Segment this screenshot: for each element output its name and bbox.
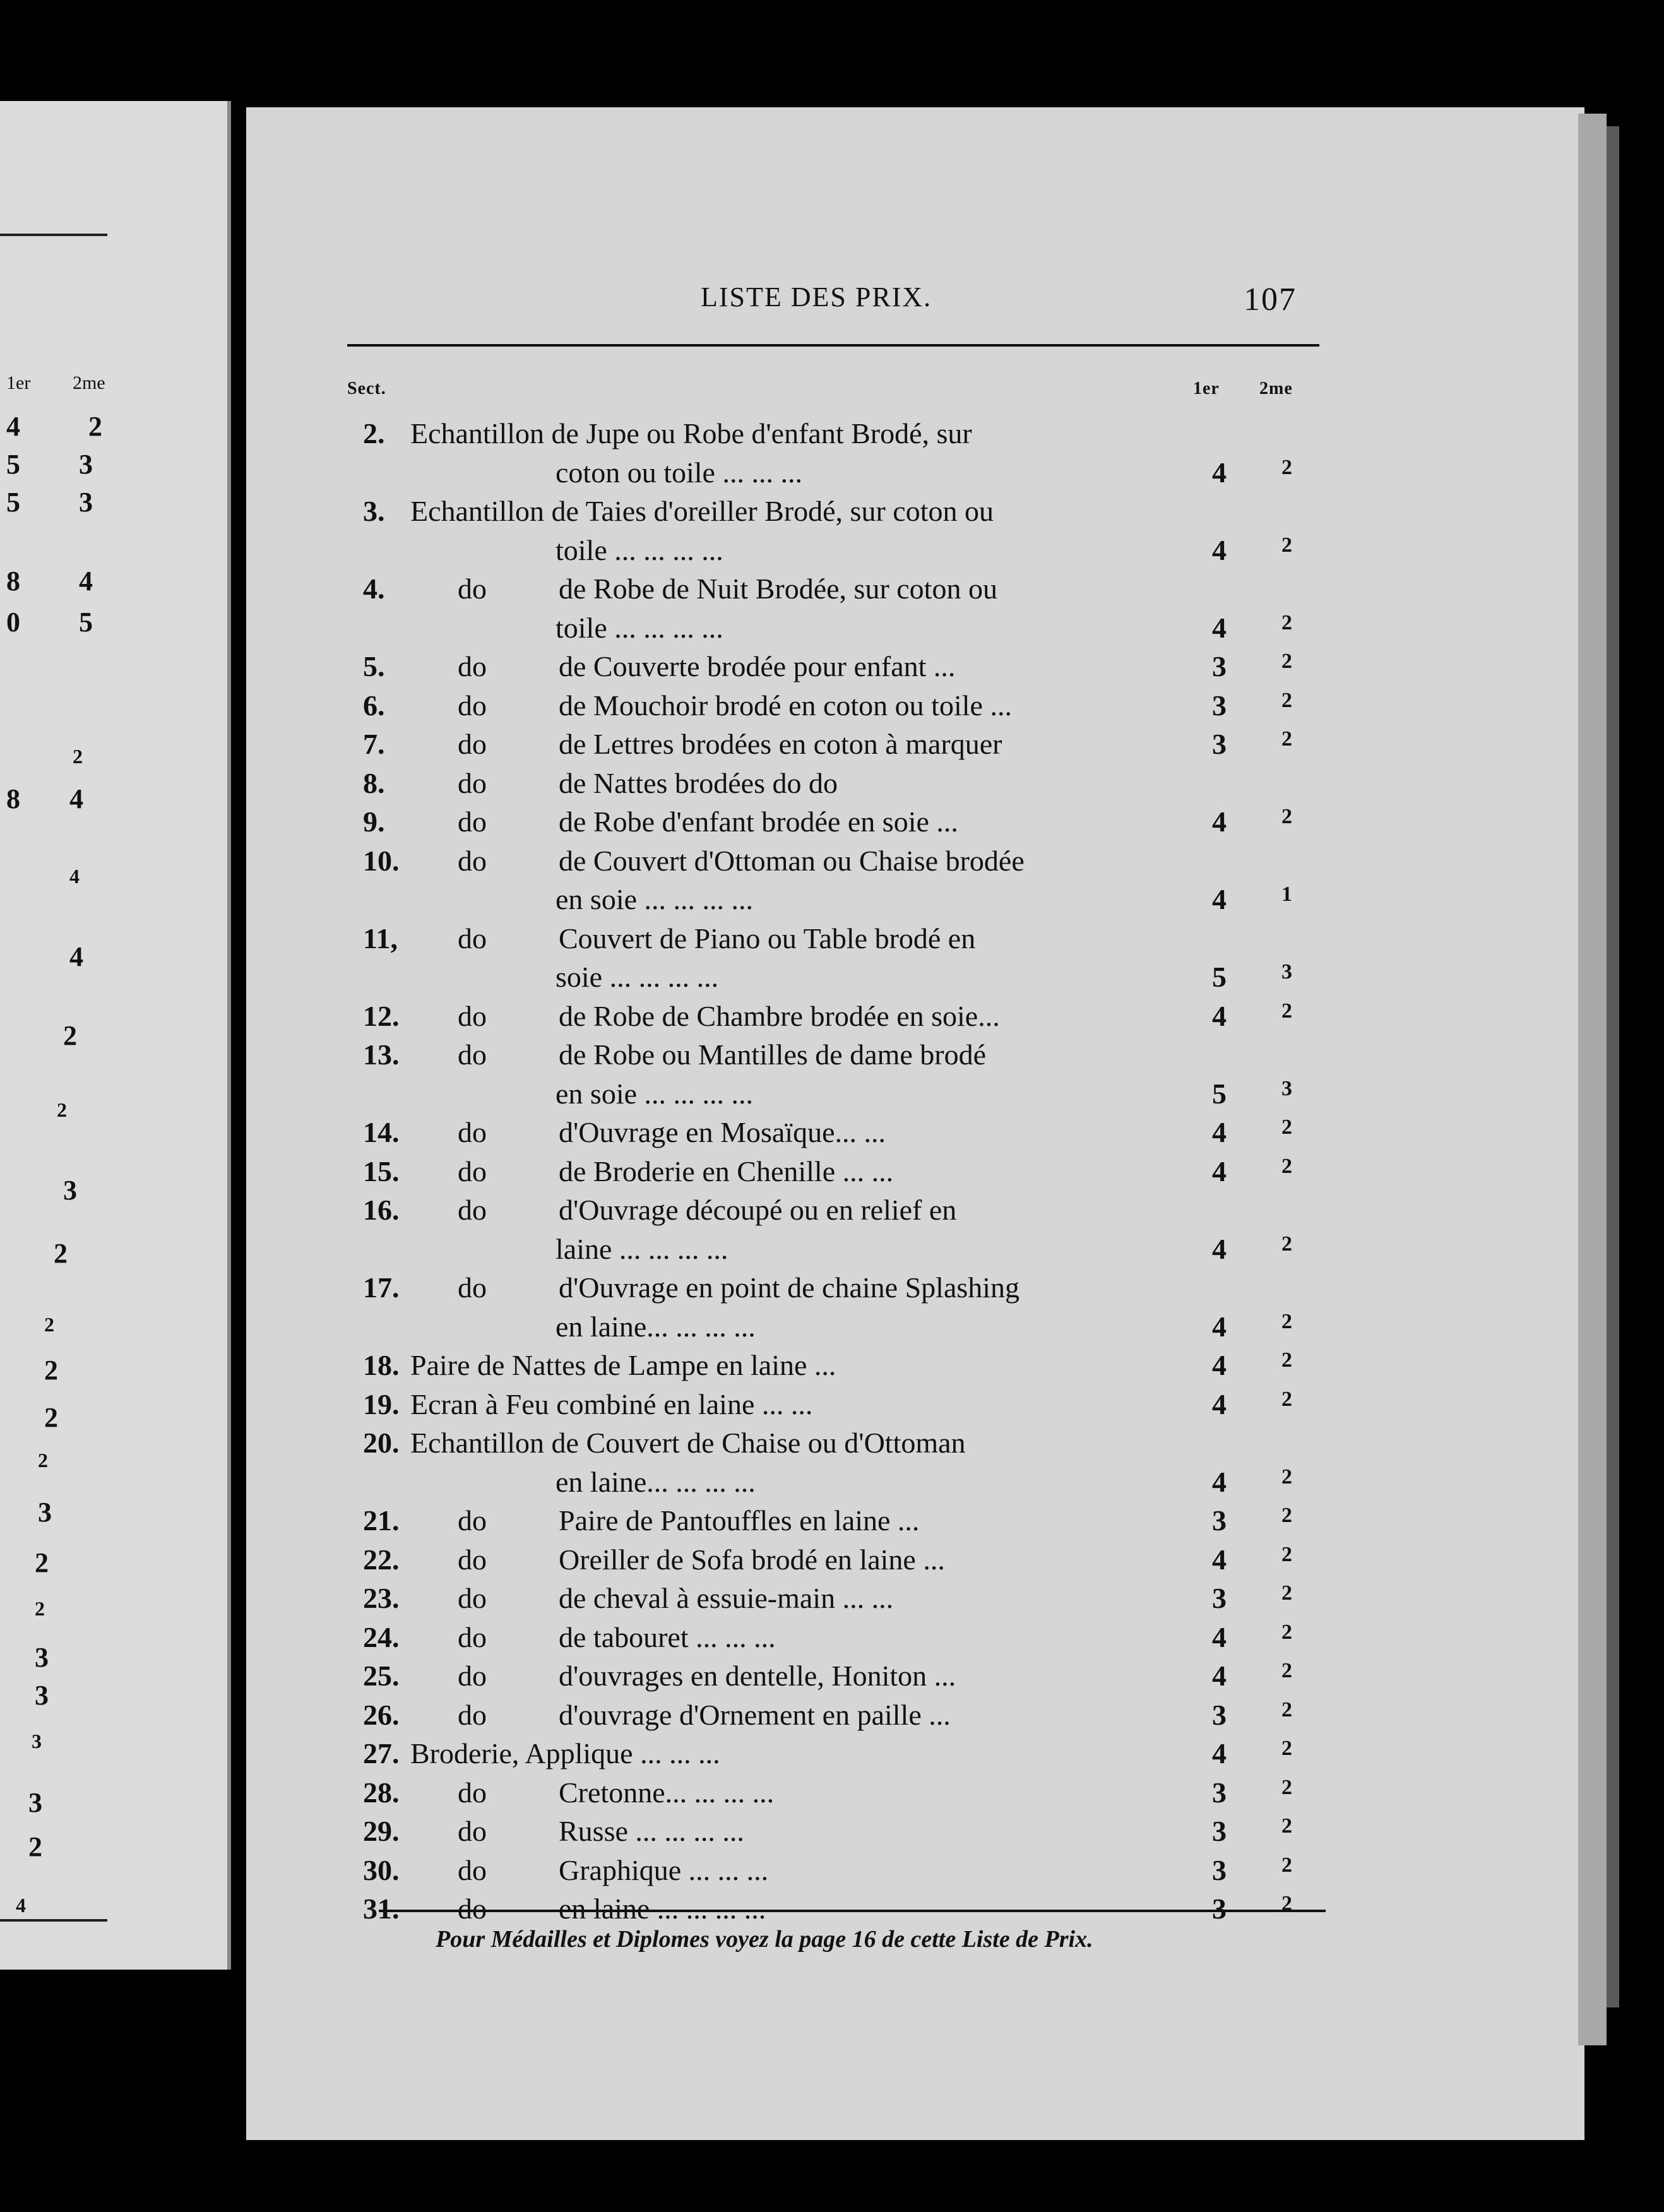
prize-first: 4: [1212, 1116, 1227, 1148]
ditto-mark: do: [458, 1582, 487, 1614]
prize-second: 2: [1281, 1659, 1292, 1682]
prize-second: 2: [1281, 1581, 1292, 1605]
table-row: [0, 417, 1664, 456]
table-row: [0, 922, 1664, 961]
col-head-second: 2me: [1259, 379, 1293, 398]
ditto-mark: do: [458, 1116, 487, 1148]
prize-first: 4: [1212, 1660, 1227, 1692]
left-page-number: 2: [73, 745, 83, 768]
section-number: 4.: [363, 573, 385, 605]
ditto-mark: do: [458, 1815, 487, 1847]
table-row: [0, 1814, 1664, 1853]
header-rule: [347, 344, 1319, 347]
item-text: d'Ouvrage en point de chaine Splashing: [559, 1271, 1020, 1304]
prize-first: 4: [1212, 612, 1227, 644]
ditto-mark: do: [458, 1621, 487, 1653]
table-row: [0, 611, 1664, 650]
section-number: 2.: [363, 417, 385, 449]
table-row: [0, 650, 1664, 689]
ditto-mark: do: [458, 1543, 487, 1576]
section-number: 22.: [363, 1543, 400, 1576]
item-text: Graphique ... ... ...: [559, 1854, 769, 1886]
section-number: 26.: [363, 1699, 400, 1731]
prize-second: 2: [1281, 1892, 1292, 1915]
section-number: 9.: [363, 806, 385, 838]
item-text: de Mouchoir brodé en coton ou toile ...: [559, 689, 1012, 722]
prize-first: 4: [1212, 1737, 1227, 1769]
item-text: Echantillon de Couvert de Chaise ou d'Ottoman: [410, 1427, 966, 1459]
prize-second: 2: [1281, 611, 1292, 634]
item-text: Paire de Nattes de Lampe en laine ...: [410, 1349, 836, 1381]
table-row: [0, 1155, 1664, 1194]
item-text: de Robe de Chambre brodée en soie...: [559, 1000, 1000, 1032]
left-page-number: 4: [79, 566, 93, 597]
left-page-number: 3: [63, 1175, 77, 1206]
footer-rule: [379, 1910, 1326, 1912]
item-text: soie ... ... ... ...: [556, 961, 719, 993]
section-number: 11,: [363, 922, 398, 954]
prize-second: 2: [1281, 456, 1292, 479]
prize-first: 4: [1212, 1233, 1227, 1265]
table-row: [0, 766, 1664, 806]
table-row: [0, 1776, 1664, 1815]
prize-first: 4: [1212, 1000, 1227, 1032]
left-page-number: 3: [28, 1787, 42, 1818]
table-row: [0, 805, 1664, 844]
item-text: de Robe de Nuit Brodée, sur coton ou: [559, 573, 997, 605]
prize-first: 3: [1212, 1893, 1227, 1925]
section-number: 7.: [363, 728, 385, 760]
table-row: [0, 456, 1664, 495]
left-page-number: 8: [6, 783, 20, 814]
left-page-number: 3: [79, 487, 93, 518]
left-page-number: 4: [16, 1894, 26, 1917]
item-text: toile ... ... ... ...: [556, 534, 723, 566]
item-text: en laine... ... ... ...: [556, 1466, 756, 1498]
prize-second: 2: [1281, 999, 1292, 1023]
section-number: 12.: [363, 1000, 400, 1032]
ditto-mark: do: [458, 845, 487, 877]
table-row: [0, 1193, 1664, 1232]
item-text: de Couverte brodée pour enfant ...: [559, 650, 956, 682]
item-text: de tabouret ... ... ...: [559, 1621, 776, 1653]
left-page-number: 2: [54, 1238, 68, 1269]
prize-first: 4: [1212, 1466, 1227, 1498]
ditto-mark: do: [458, 573, 487, 605]
left-page-number: 5: [79, 607, 93, 638]
item-text: Oreiller de Sofa brodé en laine ...: [559, 1543, 945, 1576]
table-row: [0, 1348, 1664, 1388]
page-title: LISTE DES PRIX.: [701, 282, 932, 312]
left-page-number: 4: [69, 783, 83, 814]
section-number: 6.: [363, 689, 385, 722]
table-row: [0, 1543, 1664, 1582]
table-row: [0, 1465, 1664, 1504]
table-row: [0, 1038, 1664, 1077]
table-row: [0, 1581, 1664, 1620]
table-row: [0, 1504, 1664, 1543]
left-page-number: 2: [35, 1547, 49, 1578]
prize-first: 4: [1212, 1155, 1227, 1187]
table-row: [0, 1853, 1664, 1893]
left-page-number: 2: [44, 1355, 58, 1386]
section-number: 16.: [363, 1194, 400, 1226]
item-text: Paire de Pantouffles en laine ...: [559, 1504, 920, 1537]
section-number: 14.: [363, 1116, 400, 1148]
table-row: [0, 494, 1664, 533]
item-text: d'ouvrage d'Ornement en paille ...: [559, 1699, 951, 1731]
left-page-number: 4: [6, 411, 20, 442]
item-text: d'Ouvrage en Mosaïque... ...: [559, 1116, 886, 1148]
left-page-number: 2: [57, 1098, 67, 1121]
section-number: 17.: [363, 1271, 400, 1304]
prize-first: 3: [1212, 1699, 1227, 1731]
table-row: [0, 1232, 1664, 1271]
prize-second: 2: [1281, 689, 1292, 712]
prize-first: 5: [1212, 1078, 1227, 1110]
left-page-number: 2: [63, 1020, 77, 1051]
prize-second: 2: [1281, 1853, 1292, 1877]
prize-second: 2: [1281, 1310, 1292, 1333]
ditto-mark: do: [458, 1776, 487, 1809]
col-head-first: 1er: [1193, 379, 1220, 398]
page-number: 107: [1244, 282, 1297, 318]
prize-second: 2: [1281, 1737, 1292, 1760]
prize-second: 2: [1281, 1620, 1292, 1644]
prize-second: 2: [1281, 1698, 1292, 1721]
item-text: en soie ... ... ... ...: [556, 1078, 754, 1110]
prize-second: 2: [1281, 1814, 1292, 1838]
ditto-mark: do: [458, 1038, 487, 1071]
section-number: 13.: [363, 1038, 400, 1071]
table-row: [0, 1271, 1664, 1310]
ditto-mark: do: [458, 1504, 487, 1537]
prize-first: 4: [1212, 1349, 1227, 1381]
item-text: de cheval à essuie-main ... ...: [559, 1582, 894, 1614]
item-text: coton ou toile ... ... ...: [556, 456, 802, 489]
prize-first: 4: [1212, 1311, 1227, 1343]
left-page-number: 0: [6, 607, 20, 638]
section-number: 15.: [363, 1155, 400, 1187]
section-number: 18.: [363, 1349, 400, 1381]
item-text: toile ... ... ... ...: [556, 612, 723, 644]
prize-first: 3: [1212, 728, 1227, 760]
left-page-number: 3: [35, 1680, 49, 1711]
table-row: [0, 844, 1664, 883]
prize-second: 2: [1281, 1388, 1292, 1411]
prize-second: 2: [1281, 1776, 1292, 1799]
left-page-rule: [0, 234, 107, 236]
item-text: Broderie, Applique ... ... ...: [410, 1737, 720, 1769]
item-text: Echantillon de Taies d'oreiller Brodé, sur coton ou: [410, 495, 994, 527]
prize-first: 4: [1212, 1543, 1227, 1576]
section-number: 29.: [363, 1815, 400, 1847]
section-number: 30.: [363, 1854, 400, 1886]
section-number: 27.: [363, 1737, 400, 1769]
item-text: de Couvert d'Ottoman ou Chaise brodée: [559, 845, 1025, 877]
prize-first: 3: [1212, 1815, 1227, 1847]
item-text: Echantillon de Jupe ou Robe d'enfant Brodé, sur: [410, 417, 972, 449]
left-page-number: 8: [6, 566, 20, 597]
section-number: 28.: [363, 1776, 400, 1809]
ditto-mark: do: [458, 1271, 487, 1304]
prize-second: 2: [1281, 1155, 1292, 1178]
ditto-mark: do: [458, 1893, 487, 1925]
left-page-number: 4: [69, 865, 80, 888]
left-page-number: 3: [32, 1730, 42, 1752]
prize-first: 4: [1212, 883, 1227, 915]
item-text: Cretonne... ... ... ...: [559, 1776, 775, 1809]
table-row: [0, 727, 1664, 766]
prize-first: 3: [1212, 1504, 1227, 1537]
left-page-number: 3: [35, 1642, 49, 1673]
prize-second: 2: [1281, 1465, 1292, 1489]
section-number: 8.: [363, 767, 385, 799]
left-page-number: 2: [35, 1597, 45, 1620]
item-text: en laine... ... ... ...: [556, 1311, 756, 1343]
section-number: 31.: [363, 1893, 400, 1925]
prize-first: 3: [1212, 1582, 1227, 1614]
prize-second: 2: [1281, 727, 1292, 751]
item-text: en soie ... ... ... ...: [556, 883, 754, 915]
table-row: [0, 1388, 1664, 1427]
col-head-sect: Sect.: [347, 379, 386, 398]
table-row: [0, 1698, 1664, 1737]
prize-first: 4: [1212, 1621, 1227, 1653]
left-page-number: 2: [44, 1313, 54, 1336]
item-text: de Lettres brodées en coton à marquer: [559, 728, 1002, 760]
left-page-number: 4: [69, 941, 83, 972]
item-text: de Nattes brodées do do: [559, 767, 838, 799]
left-page-number: 2: [44, 1402, 58, 1433]
left-col-head-first: 1er: [6, 372, 31, 393]
item-text: en laine ... ... ... ...: [559, 1893, 766, 1925]
left-page-number: 2: [28, 1831, 42, 1862]
prize-second: 2: [1281, 1115, 1292, 1139]
left-page-number: 2: [88, 411, 102, 442]
prize-first: 4: [1212, 534, 1227, 566]
prize-first: 5: [1212, 961, 1227, 993]
item-text: laine ... ... ... ...: [556, 1233, 728, 1265]
left-page-number: 3: [79, 449, 93, 480]
ditto-mark: do: [458, 1699, 487, 1731]
ditto-mark: do: [458, 922, 487, 954]
ditto-mark: do: [458, 1194, 487, 1226]
item-text: Ecran à Feu combiné en laine ... ...: [410, 1388, 813, 1420]
prize-second: 1: [1281, 883, 1292, 906]
prize-second: 2: [1281, 650, 1292, 673]
table-row: [0, 1659, 1664, 1698]
section-number: 19.: [363, 1388, 400, 1420]
ditto-mark: do: [458, 1155, 487, 1187]
section-number: 25.: [363, 1660, 400, 1692]
left-col-head-second: 2me: [73, 372, 105, 393]
item-text: de Robe d'enfant brodée en soie ...: [559, 806, 958, 838]
ditto-mark: do: [458, 1000, 487, 1032]
section-number: 5.: [363, 650, 385, 682]
ditto-mark: do: [458, 689, 487, 722]
ditto-mark: do: [458, 728, 487, 760]
prize-first: 3: [1212, 689, 1227, 722]
prize-first: 4: [1212, 806, 1227, 838]
left-page-number: 5: [6, 487, 20, 518]
item-text: d'Ouvrage découpé ou en relief en: [559, 1194, 957, 1226]
prize-second: 2: [1281, 1348, 1292, 1372]
ditto-mark: do: [458, 1660, 487, 1692]
section-number: 21.: [363, 1504, 400, 1537]
table-row: [0, 1737, 1664, 1776]
item-text: de Broderie en Chenille ... ...: [559, 1155, 894, 1187]
section-number: 24.: [363, 1621, 400, 1653]
table-row: [0, 1426, 1664, 1465]
item-text: d'ouvrages en dentelle, Honiton ...: [559, 1660, 956, 1692]
footer-note: Pour Médailles et Diplomes voyez la page 16 de cette Liste de Prix.: [436, 1926, 1093, 1953]
table-row: [0, 572, 1664, 611]
item-text: Couvert de Piano ou Table brodé en: [559, 922, 976, 954]
table-row: [0, 883, 1664, 922]
prize-first: 3: [1212, 1854, 1227, 1886]
table-row: [0, 1310, 1664, 1349]
section-number: 10.: [363, 845, 400, 877]
prize-second: 2: [1281, 1232, 1292, 1256]
table-row: [0, 1620, 1664, 1660]
item-text: Russe ... ... ... ...: [559, 1815, 744, 1847]
prize-second: 2: [1281, 533, 1292, 557]
prize-first: 4: [1212, 456, 1227, 489]
section-number: 20.: [363, 1427, 400, 1459]
left-page-number: 2: [38, 1449, 48, 1472]
prize-first: 3: [1212, 1776, 1227, 1809]
ditto-mark: do: [458, 1854, 487, 1886]
prize-second: 3: [1281, 960, 1292, 984]
table-row: [0, 1115, 1664, 1155]
ditto-mark: do: [458, 650, 487, 682]
prize-second: 2: [1281, 1543, 1292, 1566]
item-text: de Robe ou Mantilles de dame brodé: [559, 1038, 987, 1071]
section-number: 3.: [363, 495, 385, 527]
table-row: [0, 960, 1664, 999]
prize-second: 2: [1281, 1504, 1292, 1527]
table-row: [0, 1077, 1664, 1116]
table-row: [0, 999, 1664, 1038]
left-page-number: 5: [6, 449, 20, 480]
section-number: 23.: [363, 1582, 400, 1614]
ditto-mark: do: [458, 806, 487, 838]
ditto-mark: do: [458, 767, 487, 799]
left-page-number: 3: [38, 1497, 52, 1528]
prize-first: 4: [1212, 1388, 1227, 1420]
prize-first: 3: [1212, 650, 1227, 682]
table-row: [0, 533, 1664, 573]
prize-second: 2: [1281, 805, 1292, 828]
table-row: [0, 689, 1664, 728]
prize-second: 3: [1281, 1077, 1292, 1100]
